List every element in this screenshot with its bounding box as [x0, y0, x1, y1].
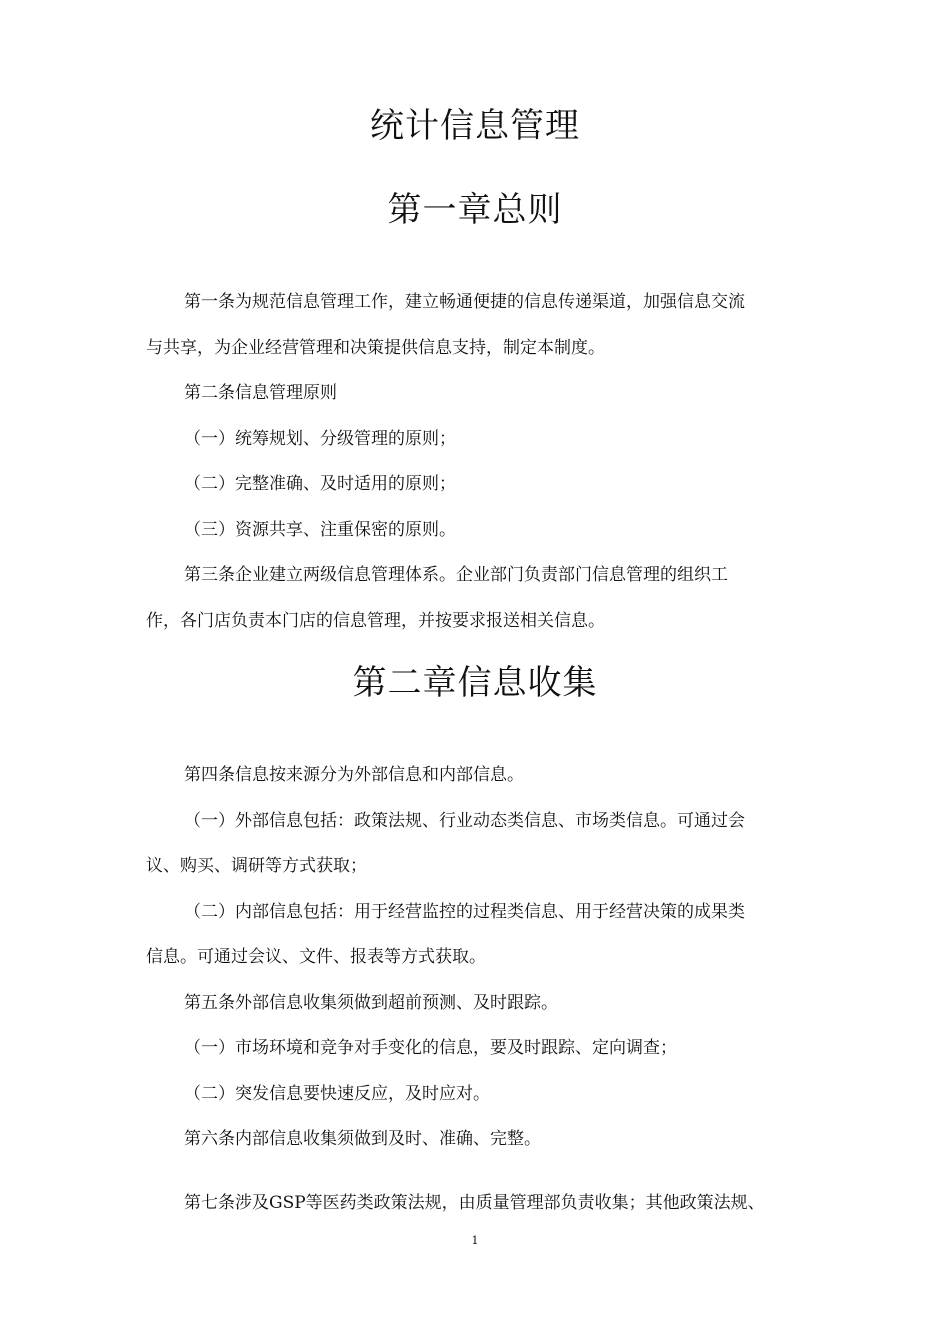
article-4-item-1-line-1: （一）外部信息包括：政策法规、行业动态类信息、市场类信息。可通过会 — [184, 811, 745, 831]
article-5: 第五条外部信息收集须做到超前预测、及时跟踪。 — [184, 993, 558, 1013]
article-3-line-1: 第三条企业建立两级信息管理体系。企业部门负责部门信息管理的组织工 — [184, 565, 728, 585]
chapter-2-heading: 第二章信息收集 — [352, 663, 598, 703]
article-4-item-1-line-2: 议、购买、调研等方式获取； — [146, 856, 367, 876]
article-2-item-2: （二）完整准确、及时适用的原则； — [184, 474, 456, 494]
article-4-item-2-line-2: 信息。可通过会议、文件、报表等方式获取。 — [146, 947, 486, 967]
page-number: 1 — [471, 1234, 479, 1247]
article-2: 第二条信息管理原则 — [184, 383, 337, 403]
article-3-line-2: 作，各门店负责本门店的信息管理，并按要求报送相关信息。 — [146, 611, 605, 631]
article-4-item-2-line-1: （二）内部信息包括：用于经营监控的过程类信息、用于经营决策的成果类 — [184, 902, 745, 922]
article-6: 第六条内部信息收集须做到及时、准确、完整。 — [184, 1129, 541, 1149]
article-1-line-1: 第一条为规范信息管理工作，建立畅通便捷的信息传递渠道，加强信息交流 — [184, 292, 745, 312]
document-title: 统计信息管理 — [370, 106, 580, 146]
article-1-line-2: 与共享，为企业经营管理和决策提供信息支持，制定本制度。 — [146, 338, 605, 358]
article-5-item-2: （二）突发信息要快速反应，及时应对。 — [184, 1084, 490, 1104]
chapter-1-heading: 第一章总则 — [387, 190, 563, 230]
article-4: 第四条信息按来源分为外部信息和内部信息。 — [184, 765, 524, 785]
article-2-item-1: （一）统筹规划、分级管理的原则； — [184, 429, 456, 449]
article-7-line-1: 第七条涉及GSP等医药类政策法规，由质量管理部负责收集；其他政策法规、 — [184, 1193, 765, 1213]
article-2-item-3: （三）资源共享、注重保密的原则。 — [184, 520, 456, 540]
article-5-item-1: （一）市场环境和竞争对手变化的信息，要及时跟踪、定向调查； — [184, 1038, 677, 1058]
